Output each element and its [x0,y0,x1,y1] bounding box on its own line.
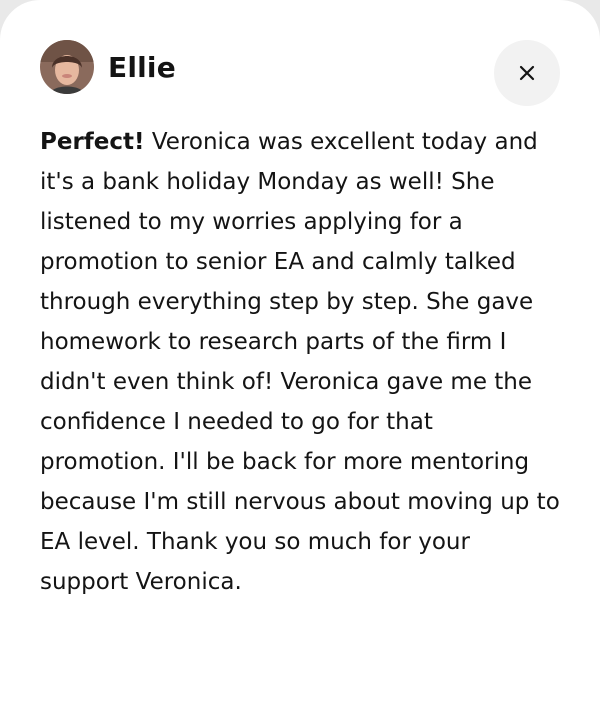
close-icon [519,65,535,81]
reviewer-header [40,40,176,94]
close-button[interactable] [494,40,560,106]
review-body: Veronica was excellent today and it's a bank holiday Monday as well! She listened to my worries applying for a promotion to senior EA and calmly talked through everything step by step. She gave homework to research parts of the firm I didn't even think of! Veronica gave me the confidence I needed to go for that promotion. I'll be back for more mentoring because I'm still nervous about moving up to EA level. Thank you so much for your support Veronica. [40,129,560,595]
review-lead: Perfect! [40,129,145,155]
reviewer-name: Ellie [108,50,176,84]
avatar [40,40,94,94]
profile-photo-icon [40,40,94,94]
review-text [40,122,560,602]
